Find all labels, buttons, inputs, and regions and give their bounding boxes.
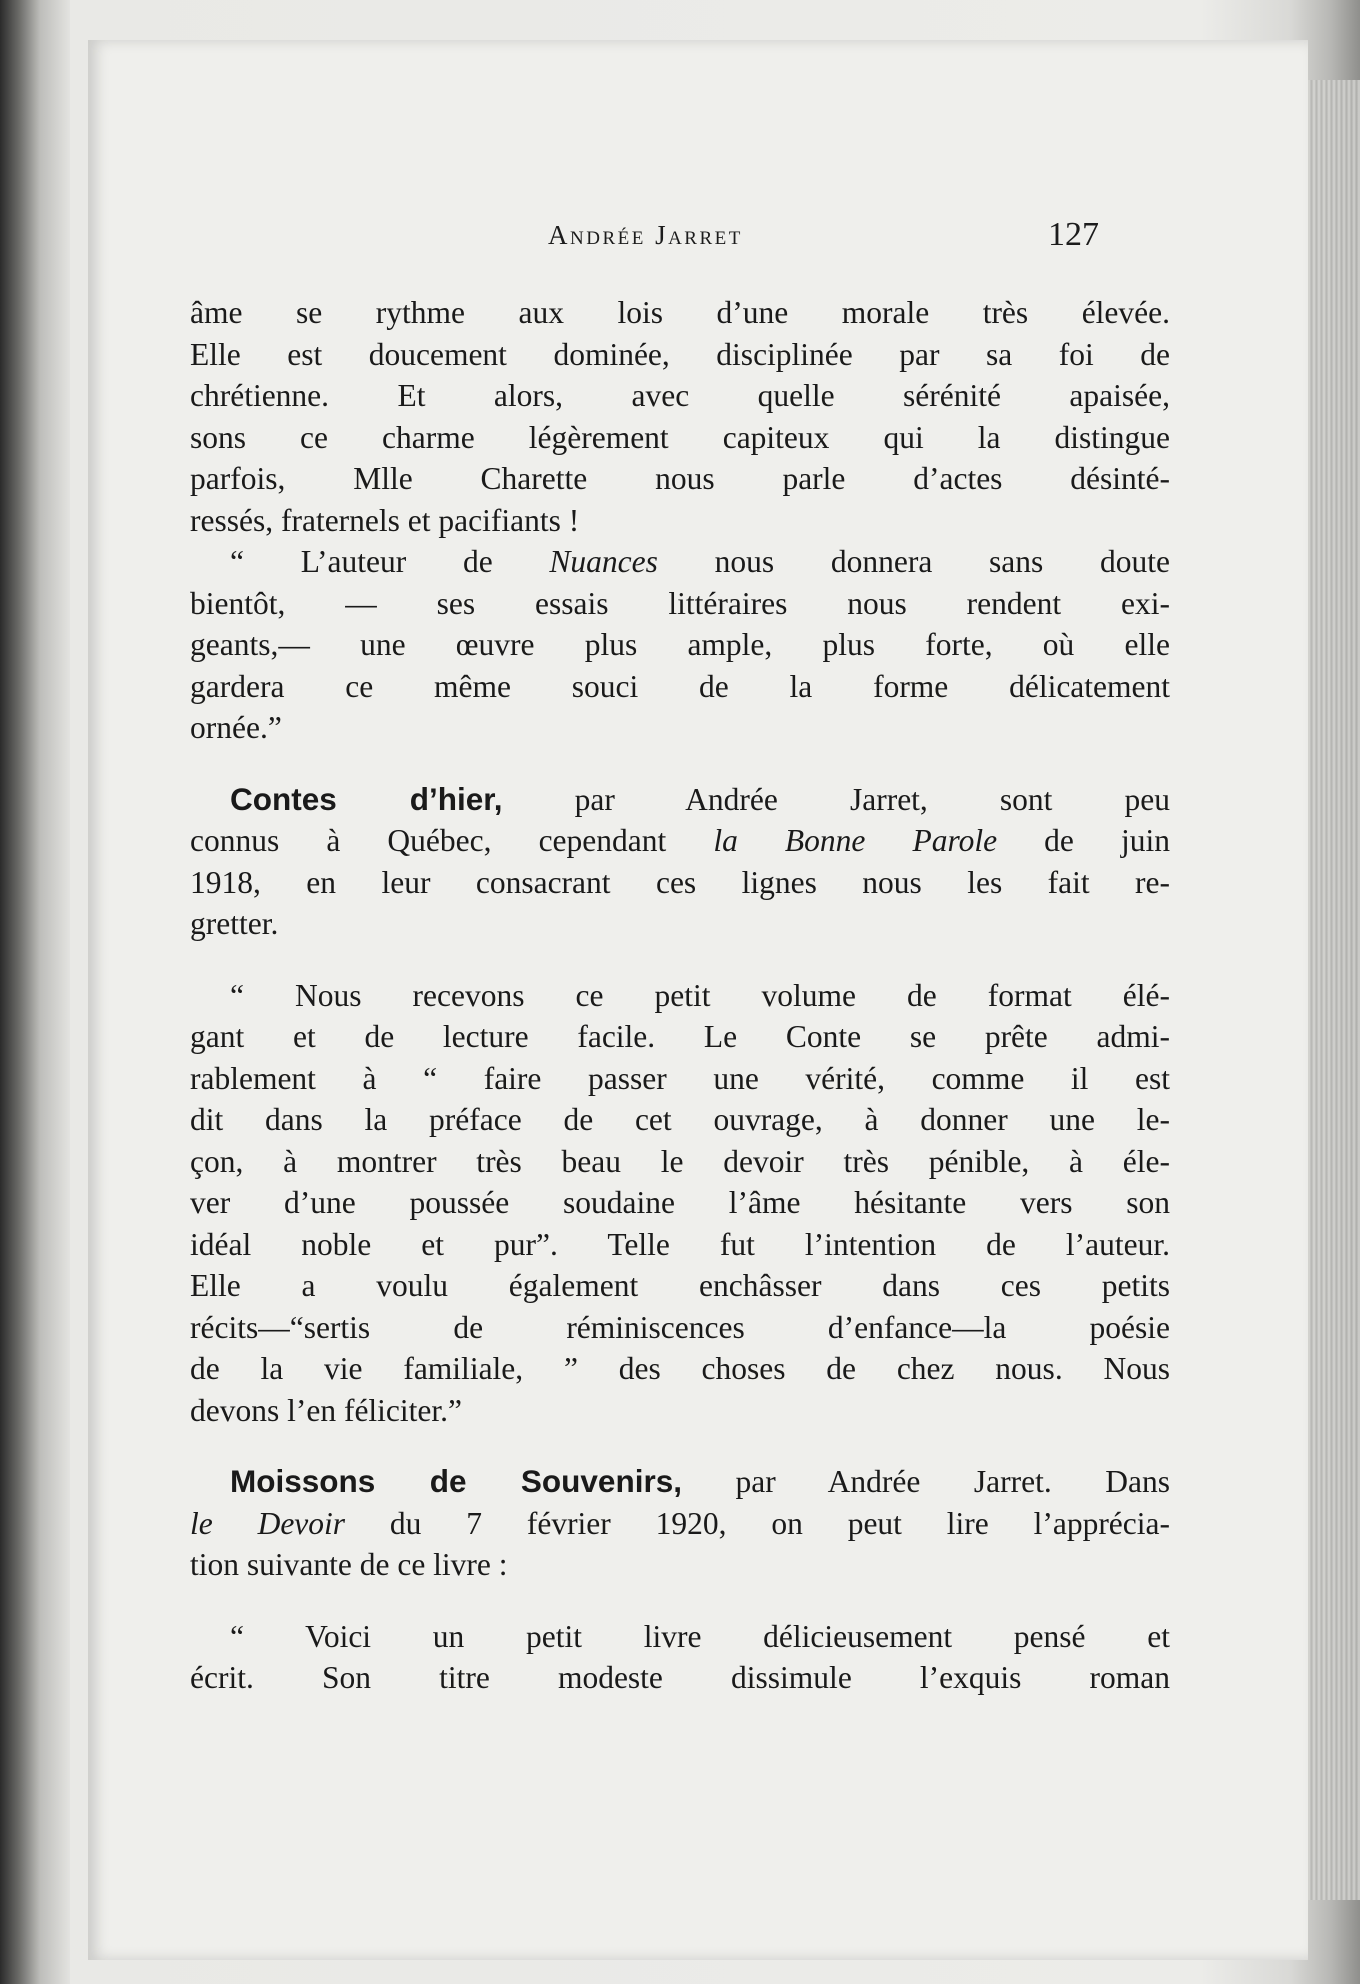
- text-line: rablement à “ faire passer une vérité, comme il est: [190, 1060, 1170, 1096]
- text-line: 1918, en leur consacrant ces lignes nous les fait re-: [190, 864, 1170, 900]
- text-line: âme se rythme aux lois d’une morale très élevée.: [190, 295, 1170, 330]
- text-line: “ Nous recevons ce petit volume de format élé-: [230, 977, 1170, 1013]
- page-number: 127: [1048, 216, 1099, 253]
- paragraph: [190, 975, 1170, 1432]
- paragraph: [190, 779, 1170, 945]
- text-line: gretter.: [190, 906, 279, 941]
- text-run: par Andrée Jarret, sont peu: [502, 781, 1170, 817]
- text-run: du 7 février 1920, on peut lire l’apprécia-: [345, 1505, 1170, 1541]
- paragraph-gap: [190, 749, 1170, 779]
- right-page-edges: [1308, 80, 1360, 1900]
- text-line: Elle est doucement dominée, disciplinée par sa foi de: [190, 336, 1170, 372]
- text-line: Elle a voulu également enchâsser dans ces petits: [190, 1268, 1170, 1303]
- paragraph-gap: [190, 1431, 1170, 1461]
- book-title-bold: Contes d’hier,: [230, 780, 503, 817]
- book-title-italic: Nuances: [549, 544, 658, 579]
- text-line: parfois, Mlle Charette nous parle d’actes désinté-: [190, 461, 1170, 496]
- text-line: “ Voici un petit livre délicieusement pensé et: [230, 1618, 1170, 1654]
- text-line: çon, à montrer très beau le devoir très pénible, à éle-: [190, 1143, 1170, 1179]
- body-text: [190, 292, 1170, 1699]
- text-line: [190, 1503, 1170, 1545]
- text-line: [190, 779, 1170, 821]
- text-line: [190, 820, 1170, 862]
- periodical-title-italic: le Devoir: [190, 1505, 346, 1541]
- text-run: par Andrée Jarret. Dans: [681, 1464, 1171, 1499]
- book-page: [88, 40, 1308, 1960]
- text-line: ver d’une poussée soudaine l’âme hésitante vers son: [190, 1185, 1170, 1220]
- text-line: [190, 1461, 1170, 1503]
- text-line: récits—“sertis de réminiscences d’enfance—la poésie: [190, 1309, 1170, 1345]
- text-line: de la vie familiale, ” des choses de chez nous. Nous: [190, 1351, 1170, 1386]
- text-line: sons ce charme légèrement capiteux qui la distingue: [190, 419, 1170, 455]
- text-run: de juin: [997, 823, 1170, 858]
- text-line: chrétienne. Et alors, avec quelle sérénité apaisée,: [190, 378, 1170, 413]
- book-title-bold: Moissons de Souvenirs,: [230, 1463, 682, 1499]
- running-head: [88, 198, 1308, 258]
- text-line: dit dans la préface de cet ouvrage, à donner une le-: [190, 1102, 1170, 1137]
- text-line: ornée.”: [190, 710, 282, 745]
- paragraph-gap: [190, 945, 1170, 975]
- text-line: gardera ce même souci de la forme délicatement: [190, 668, 1170, 704]
- text-line: geants,— une œuvre plus ample, plus forte, où elle: [190, 627, 1170, 662]
- paragraph: [190, 1461, 1170, 1586]
- text-line: écrit. Son titre modeste dissimule l’exquis roman: [190, 1660, 1170, 1695]
- text-line: ressés, fraternels et pacifiants !: [190, 502, 580, 538]
- paragraph: [190, 541, 1170, 749]
- periodical-title-italic: la Bonne Parole: [713, 823, 998, 858]
- text-line: idéal noble et pur”. Telle fut l’intention de l’auteur.: [190, 1226, 1170, 1262]
- text-run: nous donnera sans doute: [657, 544, 1170, 579]
- text-line: [190, 541, 1170, 583]
- text-run: connus à Québec, cependant: [190, 823, 714, 858]
- paragraph: [190, 292, 1170, 541]
- running-title: Andrée Jarret: [548, 220, 743, 250]
- text-line: gant et de lecture facile. Le Conte se prête admi-: [190, 1019, 1170, 1054]
- text-line: devons l’en féliciter.”: [190, 1392, 463, 1428]
- text-line: bientôt, — ses essais littéraires nous rendent exi-: [190, 585, 1170, 621]
- paragraph-gap: [190, 1586, 1170, 1616]
- text-line: tion suivante de ce livre :: [190, 1547, 508, 1582]
- paragraph: [190, 1616, 1170, 1699]
- left-page-edge: [0, 0, 70, 1984]
- text-run: “ L’auteur de: [230, 544, 550, 579]
